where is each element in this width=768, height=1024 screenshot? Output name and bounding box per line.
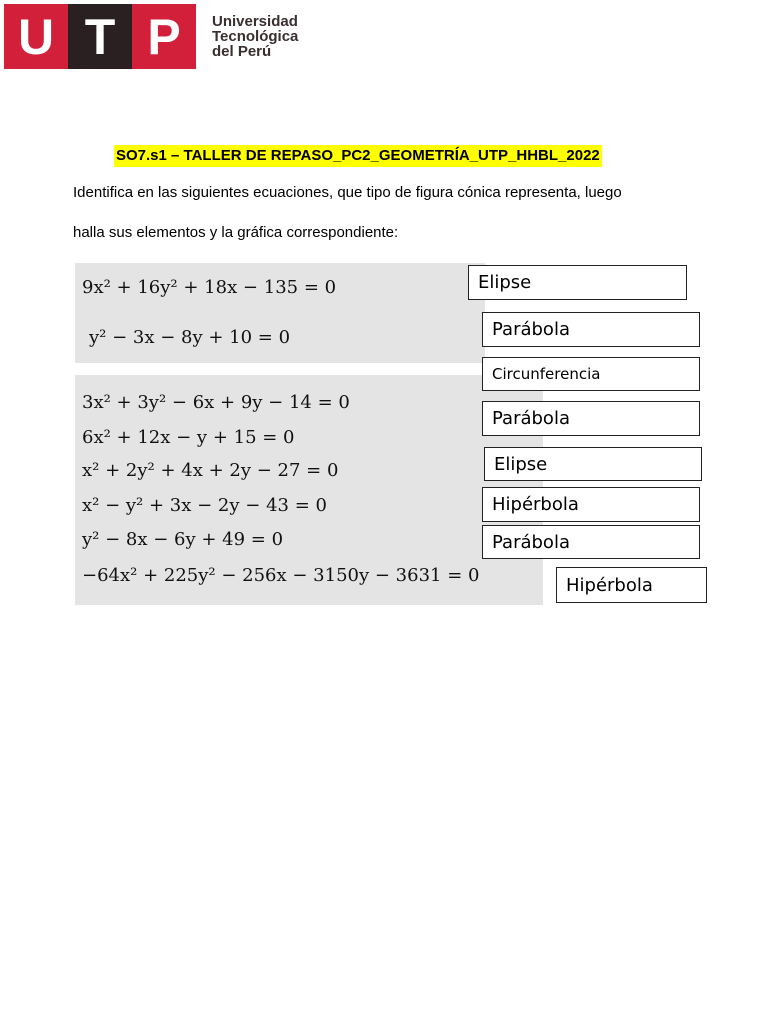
answer-box-8: Hipérbola — [556, 567, 707, 603]
answer-box-5: Elipse — [484, 447, 702, 481]
university-name — [212, 14, 298, 59]
utp-logo — [4, 4, 196, 69]
answer-box-6: Hipérbola — [482, 487, 700, 522]
equation-3: 3x² + 3y² − 6x + 9y − 14 = 0 — [82, 392, 350, 413]
equation-4: 6x² + 12x − y + 15 = 0 — [82, 427, 295, 448]
equation-2: y² − 3x − 8y + 10 = 0 — [89, 327, 291, 348]
instructions — [73, 173, 753, 253]
logo-letter-u: U — [4, 4, 68, 69]
university-name-line-3: del Perú — [212, 43, 272, 60]
equation-7: y² − 8x − 6y + 49 = 0 — [82, 529, 284, 550]
equation-6: x² − y² + 3x − 2y − 43 = 0 — [82, 495, 327, 516]
instructions-line-2: halla sus elementos y la gráfica correspondiente: — [73, 224, 399, 241]
page-title: SO7.s1 – TALLER DE REPASO_PC2_GEOMETRÍA_UTP_HHBL_2022 — [114, 145, 602, 167]
logo-letter-p: P — [132, 4, 196, 69]
equation-1: 9x² + 16y² + 18x − 135 = 0 — [82, 277, 337, 298]
equation-8: −64x² + 225y² − 256x − 3150y − 3631 = 0 — [82, 565, 480, 586]
answer-box-7: Parábola — [482, 525, 700, 559]
logo-letter-t: T — [68, 4, 132, 69]
answer-box-1: Elipse — [468, 265, 687, 300]
answer-box-4: Parábola — [482, 401, 700, 436]
instructions-line-1: Identifica en las siguientes ecuaciones, que tipo de figura cónica representa, luego — [73, 184, 622, 201]
answer-box-2: Parábola — [482, 312, 700, 347]
equation-5: x² + 2y² + 4x + 2y − 27 = 0 — [82, 460, 339, 481]
answer-box-3: Circunferencia — [482, 357, 700, 391]
university-name-line-1: Universidad — [212, 13, 298, 30]
university-name-line-2: Tecnológica — [212, 28, 299, 45]
